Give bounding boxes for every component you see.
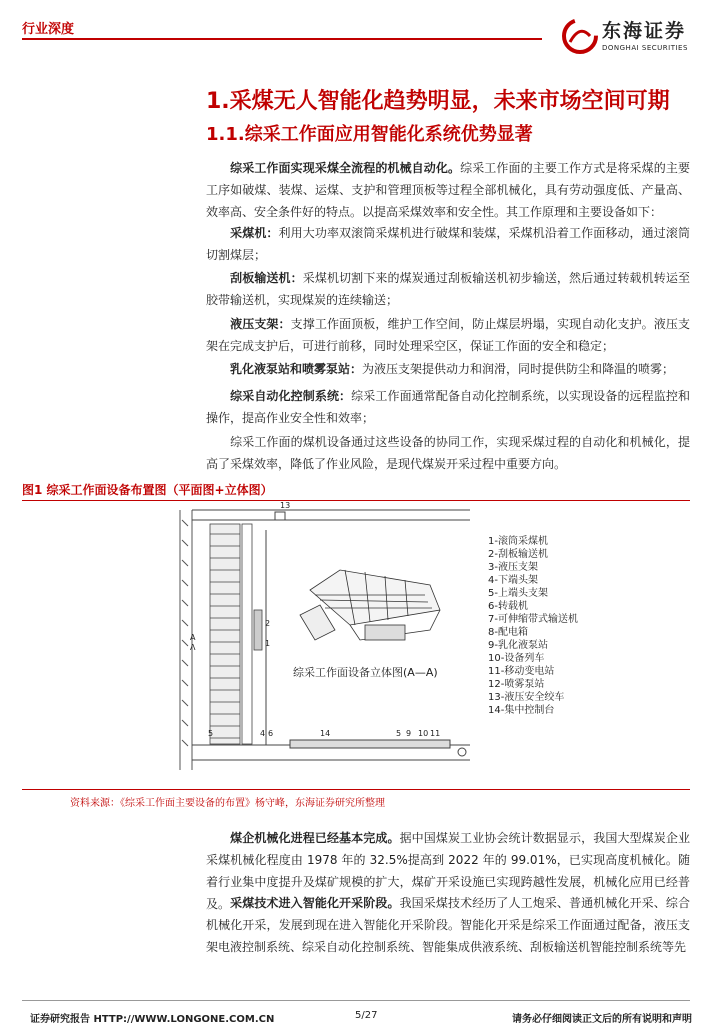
paragraph-lead: 综采自动化控制系统： <box>230 389 352 403</box>
svg-text:5: 5 <box>208 729 214 738</box>
face-3d-sketch <box>300 570 440 640</box>
paragraph-lead: 综采工作面实现采煤全流程的机械自动化。 <box>230 161 461 175</box>
logo-text-cn: 东海证券 <box>602 20 687 42</box>
face-supports <box>210 524 262 744</box>
legend-item: 4-下端头架 <box>488 575 538 586</box>
header-tag: 行业深度 <box>22 22 75 37</box>
svg-text:4: 4 <box>260 729 266 738</box>
svg-text:10: 10 <box>418 729 429 738</box>
legend-item: 14-集中控制台 <box>488 705 555 716</box>
paragraph-text: 我国采煤技术经历了人工炮采、普通机械化开采、综合机械化开采，发展到现在进入智能化开采阶段。智能化开采是综采工作面通过配备，液压支架电液控制系统、综采自动化控制系统、智能集成供液系统、刮板输送机智能控制系统等先 <box>206 896 690 954</box>
svg-text:2: 2 <box>265 619 271 628</box>
paragraph <box>206 431 690 475</box>
figure-source: 资料来源：《综采工作面主要设备的布置》杨守峰，东海证券研究所整理 <box>70 798 385 809</box>
legend-item: 13-液压安全绞车 <box>488 692 565 703</box>
paragraph-text: 支撑工作面顶板，维护工作空间，防止煤层坍塌，实现自动化支护。液压支架在完成支护后，可进行前移，同时处理采空区，保证工作面的安全和稳定； <box>206 317 690 353</box>
svg-text:11: 11 <box>430 729 441 738</box>
legend-item: 6-转载机 <box>488 601 528 612</box>
paragraph <box>206 157 690 223</box>
svg-text:6: 6 <box>268 729 274 738</box>
diagram-legend <box>488 535 578 717</box>
paragraph-lead: 刮板输送机： <box>230 271 303 285</box>
subsection-heading: 1.1.综采工作面应用智能化系统优势显著 <box>206 124 533 145</box>
figure-rule-bottom <box>22 789 690 790</box>
svg-text:1: 1 <box>265 639 271 648</box>
paragraph-lead: 乳化液泵站和喷雾泵站： <box>230 362 363 376</box>
paragraph-text: 综采工作面的主要工作方式是将采煤的主要工序如破煤、装煤、运煤、支护和管理顶板等过程全部机械化，具有劳动强度低、产量高、效率高、安全条件好的特点。以提高采煤效率和安全性。其工作原理和主要设备如下： <box>206 161 690 219</box>
legend-item: 2-刮板输送机 <box>488 549 548 560</box>
paragraph-lead: 采煤机： <box>230 226 279 240</box>
footer-rule <box>22 1000 690 1001</box>
paragraph <box>206 222 690 266</box>
paragraph <box>206 385 690 429</box>
legend-item: 3-液压支架 <box>488 562 538 573</box>
section-heading: 1.采煤无人智能化趋势明显，未来市场空间可期 <box>206 89 670 114</box>
paragraph-text: 采煤机切割下来的煤炭通过刮板输送机初步输送，然后通过转载机转运至胶带输送机，实现煤炭的连续输送； <box>206 271 690 307</box>
paragraph-text: 据中国煤炭工业协会统计数据显示，我国大型煤炭企业采煤机械化程度由 1978 年的 32.5%提高到 2022 年的 99.01%，已实现高度机械化。随着行业集中度提升及煤矿规模的扩大，煤矿开采设施已实现跨越性发展，机械化应用已经普及。 <box>206 831 690 911</box>
svg-text:14: 14 <box>320 729 331 738</box>
paragraph <box>206 267 690 311</box>
paragraph-lead: 液压支架： <box>230 317 291 331</box>
header-rule <box>22 38 542 40</box>
top-roadway <box>192 510 470 520</box>
equipment-layout-diagram <box>170 500 490 785</box>
company-logo <box>560 14 710 60</box>
legend-item: 11-移动变电站 <box>488 666 555 677</box>
svg-text:A: A <box>190 633 196 642</box>
paragraph-text: 综采工作面通常配备自动化控制系统，以实现设备的远程监控和操作，提高作业安全性和效率； <box>206 389 690 425</box>
paragraph <box>206 892 690 958</box>
legend-item: 9-乳化液泵站 <box>488 640 548 651</box>
legend-item: 5-上端头支架 <box>488 588 548 599</box>
paragraph <box>206 358 690 380</box>
diagram-inner-label: 综采工作面设备立体图(A—A) <box>293 666 438 679</box>
legend-item: 7-可伸缩带式输送机 <box>488 614 578 625</box>
footer-left: 证券研究报告 HTTP://WWW.LONGONE.COM.CN <box>30 1014 275 1025</box>
legend-item: 8-配电箱 <box>488 627 528 638</box>
svg-text:9: 9 <box>406 729 412 738</box>
figure-caption: 图1 综采工作面设备布置图（平面图+立体图） <box>22 483 273 497</box>
legend-item: 10-设备列车 <box>488 653 545 664</box>
paragraph-text: 为液压支架提供动力和润滑，同时提供防尘和降温的喷雾； <box>362 362 675 376</box>
paragraph-lead: 采煤技术进入智能化开采阶段。 <box>230 896 400 910</box>
logo-icon <box>560 16 600 56</box>
logo-text-en: DONGHAI SECURITIES <box>602 44 688 52</box>
paragraph-lead: 煤企机械化进程已经基本完成。 <box>230 831 400 845</box>
paragraph <box>206 313 690 357</box>
footer-disclaimer: 请务必仔细阅读正文后的所有说明和声明 <box>512 1014 692 1025</box>
legend-item: 12-喷雾泵站 <box>488 679 545 690</box>
paragraph-text: 综采工作面的煤机设备通过这些设备的协同工作，实现采煤过程的自动化和机械化，提高了采煤效率，降低了作业风险，是现代煤炭开采过程中重要方向。 <box>206 435 690 471</box>
svg-text:5: 5 <box>396 729 402 738</box>
paragraph-text: 利用大功率双滚筒采煤机进行破煤和装煤，采煤机沿着工作面移动，通过滚筒切割煤层； <box>206 226 690 262</box>
page-number: 5/27 <box>355 1010 378 1021</box>
svg-text:Λ: Λ <box>190 643 196 652</box>
svg-text:13: 13 <box>280 501 291 510</box>
legend-item: 1-滚筒采煤机 <box>488 536 548 547</box>
